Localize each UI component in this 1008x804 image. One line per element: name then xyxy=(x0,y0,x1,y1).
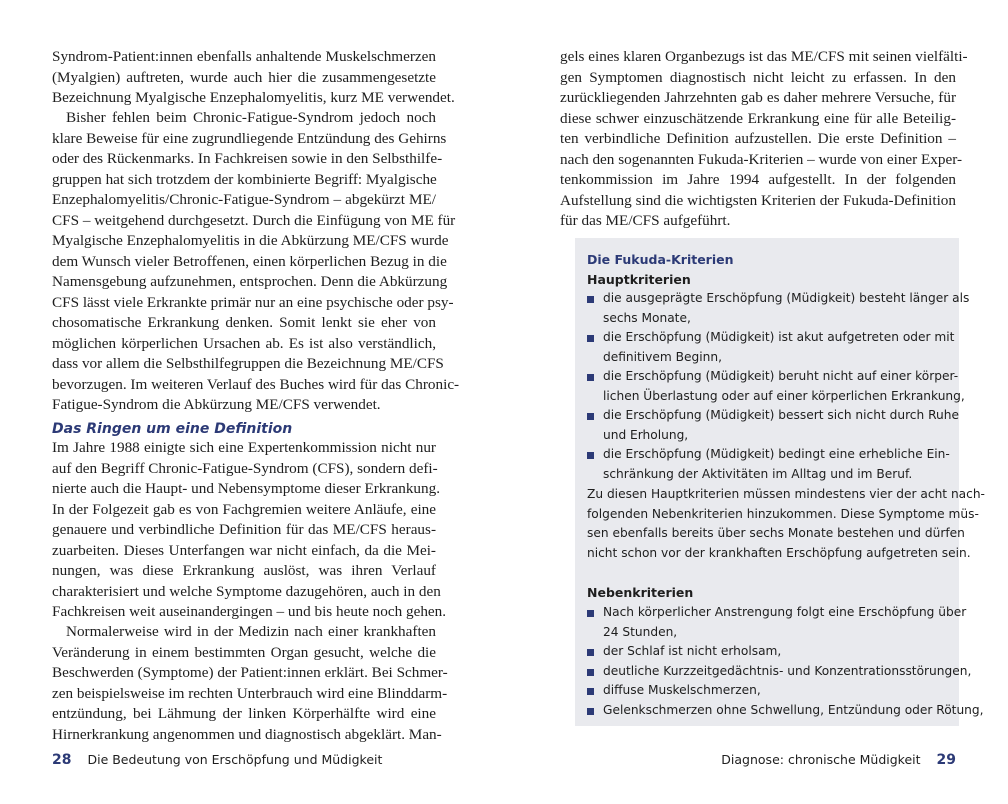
left-footer xyxy=(52,752,382,768)
list-item-text: die Erschöpfung (Müdigkeit) bessert sich nicht durch Ruhe xyxy=(603,408,959,422)
square-bullet-icon xyxy=(587,649,594,656)
list-item xyxy=(587,406,959,445)
text-line: zuarbeiten. Dieses Unterfangen war nicht einfach, da die Mei- xyxy=(52,541,436,559)
fukuda-criteria-box xyxy=(575,238,985,726)
text-line: nach den sogenannten Fukuda-Kriterien – wurde von einer Exper- xyxy=(560,150,963,168)
list-item-text: Nach körperlicher Anstrengung folgt eine Erschöpfung über xyxy=(603,605,967,619)
note-line: sen ebenfalls bereits über sechs Monate bestehen und dürfen xyxy=(587,526,965,540)
list-item-text: lichen Überlastung oder auf einer körperlichen Erkrankung, xyxy=(603,388,965,403)
text-line: diese schwer einzuschätzende Erkrankung eine für alle Beteilig- xyxy=(560,109,956,127)
main-criteria-heading: Hauptkriterien xyxy=(587,272,691,287)
text-line: gen Symptomen diagnostisch nicht leicht zu erfassen. In den xyxy=(560,68,956,86)
list-item xyxy=(587,681,952,701)
text-line: tenkommission im Jahre 1994 aufgestellt. In der folgenden xyxy=(560,171,956,188)
list-item xyxy=(587,445,952,484)
text-line: gruppen hat sich trotzdem der kombinierte Begriff: Myalgische xyxy=(52,170,437,188)
text-line: Aufstellung sind die wichtigsten Kriterien der Fukuda-Definition xyxy=(560,191,956,209)
list-item xyxy=(587,328,955,367)
text-line: klare Beweise für eine zugrundliegende Entzündung des Gehirns xyxy=(52,129,447,147)
page-number-left: 28 xyxy=(52,752,72,768)
right-paragraph-1 xyxy=(560,47,968,232)
text-line: entzündung, bei Lähmung der linken Körperhälfte wird eine xyxy=(52,705,436,722)
page-number-right: 29 xyxy=(936,752,956,768)
left-paragraph-2 xyxy=(52,108,460,416)
text-line: Bisher fehlen beim Chronic-Fatigue-Syndrom jedoch noch xyxy=(66,109,436,126)
list-item xyxy=(587,603,967,642)
criteria-note xyxy=(587,485,985,563)
square-bullet-icon xyxy=(587,296,594,303)
square-bullet-icon xyxy=(587,413,594,420)
square-bullet-icon xyxy=(587,669,594,676)
list-item-text: deutliche Kurzzeitgedächtnis- und Konzentrationsstörungen, xyxy=(603,663,972,678)
square-bullet-icon xyxy=(587,374,594,381)
section-heading: Das Ringen um eine Definition xyxy=(52,421,293,437)
square-bullet-icon xyxy=(587,452,594,459)
box-title: Die Fukuda-Kriterien xyxy=(587,252,734,267)
text-line: genauere und verbindliche Definition für das ME/CFS heraus- xyxy=(52,521,436,538)
text-line: Hirnerkrankung angenommen und diagnostisch abgeklärt. Man- xyxy=(52,725,442,743)
text-line: chosomatische Erkrankung denken. Somit lenkt sie eher von xyxy=(52,314,436,331)
list-item xyxy=(587,367,965,406)
right-page xyxy=(504,0,1008,804)
text-line: Normalerweise wird in der Medizin nach einer krankhaften xyxy=(66,623,436,640)
left-paragraph-3 xyxy=(52,438,447,623)
text-line: Im Jahre 1988 einigte sich eine Expertenkommission nicht nur xyxy=(52,439,436,456)
text-line: dem Wunsch vieler Betroffenen, einen körperlichen Bezug in die xyxy=(52,252,447,270)
text-line: nungen, was diese Erkrankung auslöst, was ihren Verlauf xyxy=(52,562,436,579)
minor-criteria-list xyxy=(587,603,984,720)
square-bullet-icon xyxy=(587,610,594,617)
left-paragraph-4 xyxy=(52,622,448,745)
text-line: Enzephalomyelitis/Chronic-Fatigue-Syndrom – abgekürzt ME/ xyxy=(52,191,436,208)
text-line: oder des Rückenmarks. In Fachkreisen sowie in den Selbsthilfe- xyxy=(52,150,443,167)
list-item-text: die Erschöpfung (Müdigkeit) beruht nicht auf einer körper- xyxy=(603,369,959,383)
note-line: nicht schon vor der krankhaften Erschöpfung aufgetreten sein. xyxy=(587,545,971,560)
left-paragraph-1 xyxy=(52,47,455,109)
right-footer xyxy=(721,752,956,768)
main-criteria-list xyxy=(587,289,970,484)
list-item-text: diffuse Muskelschmerzen, xyxy=(603,683,761,697)
text-line: In der Folgezeit gab es von Fachgremien weitere Anläufe, eine xyxy=(52,500,436,518)
square-bullet-icon xyxy=(587,688,594,695)
text-line: dass vor allem die Selbsthilfegruppen die Bezeichnung ME/CFS xyxy=(52,355,444,372)
text-line: Fachkreisen weit auseinandergingen – und bis heute noch gehen. xyxy=(52,603,447,620)
list-item-text: die Erschöpfung (Müdigkeit) ist akut aufgetreten oder mit xyxy=(603,330,955,344)
text-line: für das ME/CFS aufgeführt. xyxy=(560,212,731,229)
list-item-text: Gelenkschmerzen ohne Schwellung, Entzündung oder Rötung, xyxy=(603,702,984,717)
text-line: möglichen körperlichen Ursachen ab. Es ist also verständlich, xyxy=(52,334,436,352)
note-line: Zu diesen Hauptkriterien müssen mindestens vier der acht nach- xyxy=(587,487,985,501)
text-line: Syndrom-Patient:innen ebenfalls anhaltende Muskelschmerzen xyxy=(52,48,436,65)
list-item xyxy=(587,701,984,721)
text-line: charakterisiert und welche Symptome dazugehören, auch in den xyxy=(52,582,441,600)
text-line: Veränderung in einem bestimmten Organ gesucht, welche die xyxy=(52,643,436,661)
list-item-text: sechs Monate, xyxy=(603,310,691,325)
text-line: CFS – weitgehend durchgesetzt. Durch die Einfügung von ME für xyxy=(52,211,456,229)
list-item-text: schränkung der Aktivitäten im Alltag und im Beruf. xyxy=(603,466,913,481)
text-line: gels eines klaren Organbezugs ist das ME/CFS mit seinen vielfälti- xyxy=(560,48,968,65)
text-line: zen beispielsweise im rechten Unterbrauch wird eine Blinddarm- xyxy=(52,684,448,702)
running-title-left: Die Bedeutung von Erschöpfung und Müdigkeit xyxy=(87,752,383,767)
minor-criteria-heading: Nebenkriterien xyxy=(587,585,694,600)
text-line: nierte auch die Haupt- und Nebensymptome dieser Erkrankung. xyxy=(52,480,441,497)
text-line: bevorzugen. Im weiteren Verlauf des Buches wird für das Chronic- xyxy=(52,375,460,393)
text-line: CFS lässt viele Erkrankte primär nur an eine psychische oder psy- xyxy=(52,293,454,311)
list-item-text: die Erschöpfung (Müdigkeit) bedingt eine erhebliche Ein- xyxy=(603,447,950,461)
text-line: Beschwerden (Symptome) der Patient:innen erklärt. Bei Schmer- xyxy=(52,664,448,681)
text-line: Myalgische Enzephalomyelitis in die Abkürzung ME/CFS wurde xyxy=(52,232,449,249)
list-item xyxy=(587,642,952,662)
text-line: Fatigue-Syndrom die Abkürzung ME/CFS verwendet. xyxy=(52,396,381,413)
text-line: zurückliegenden Jahrzehnten gab es daher mehrere Versuche, für xyxy=(560,89,956,106)
list-item xyxy=(587,662,972,682)
text-line: Namensgebung aufzunehmen, entsprochen. Denn die Abkürzung xyxy=(52,273,448,290)
text-line: auf den Begriff Chronic-Fatigue-Syndrom (CFS), sondern defi- xyxy=(52,459,438,477)
list-item xyxy=(587,289,970,328)
text-line: ten verbindliche Definition aufzustellen. Die erste Definition – xyxy=(560,130,956,147)
list-item-text: die ausgeprägte Erschöpfung (Müdigkeit) besteht länger als xyxy=(603,291,970,305)
square-bullet-icon xyxy=(587,335,594,342)
text-line: Bezeichnung Myalgische Enzephalomyelitis, kurz ME verwendet. xyxy=(52,89,455,106)
list-item-text: definitivem Beginn, xyxy=(603,349,722,364)
list-item-text: der Schlaf ist nicht erholsam, xyxy=(603,644,782,658)
running-title-right: Diagnose: chronische Müdigkeit xyxy=(721,752,921,767)
square-bullet-icon xyxy=(587,708,594,715)
text-line: (Myalgien) auftreten, wurde auch hier die zusammengesetzte xyxy=(52,68,436,86)
list-item-text: und Erholung, xyxy=(603,427,689,442)
list-item-text: 24 Stunden, xyxy=(603,624,678,639)
note-line: folgenden Nebenkriterien hinzukommen. Diese Symptome müs- xyxy=(587,506,979,521)
